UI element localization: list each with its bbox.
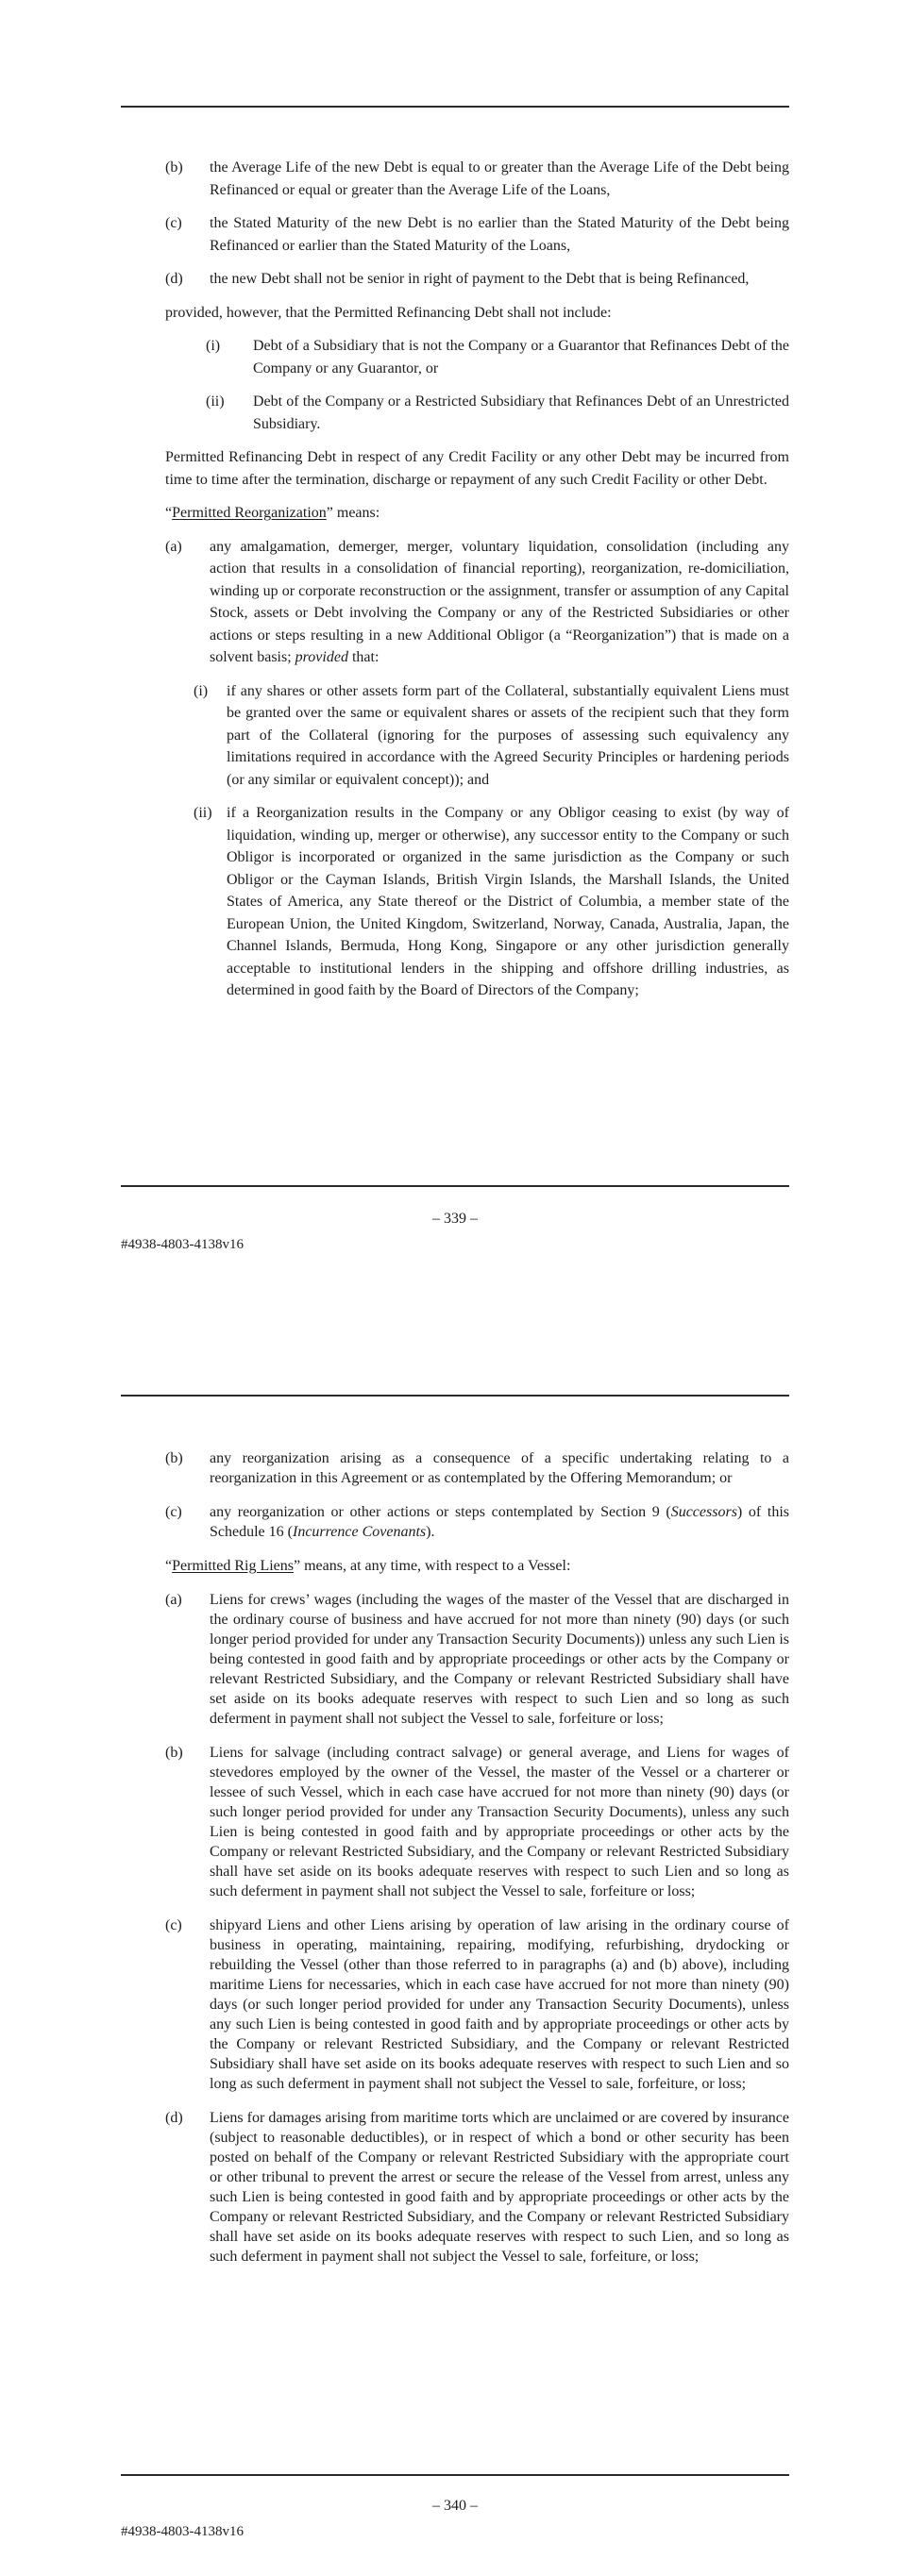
rig-lien-clause-a [165,1590,789,1729]
clause-label: (i) [194,682,209,699]
clause-label: (ii) [194,805,212,821]
clause-text: shipyard Liens and other Liens arising by operation of law arising in the ordinary course of business in operating, maintaining, repairing, modifying, refurbishing, drydocking or rebuilding the Vessel (other than those referred to in paragraphs (a) and (b) above), including maritime Liens for necessaries, which in each case have accrued for not more than ninety (90) days (or such longer period provided for under any Transaction Security Documents), unless any such Lien is being contested in good faith and by appropriate proceedings or other acts by the Company or relevant Restricted Subsidiary, and the Company or relevant Restricted Subsidiary shall have set aside on its books adequate reserves with respect to such Lien and so long as such deferment in payment shall not subject the Vessel to sale, forfeiture, or loss; [210,1917,789,2092]
definition-permitted-rig-liens: “Permitted Rig Liens” means, at any time, with respect to a Vessel: [165,1558,571,1574]
clause-d [165,268,789,291]
clause-text: Debt of the Company or a Restricted Subsidiary that Refinances Debt of an Unrestricted Subsidiary. [253,393,789,432]
clause-label: (c) [165,1504,182,1520]
page-bottom-rule [121,1185,789,1187]
clause-label: (a) [165,538,182,555]
subclause-ii [206,391,789,435]
clause-label: (d) [165,271,183,287]
clause-b-reorganization [165,1448,789,1488]
clause-a-reorganization [165,536,789,669]
clause-label: (b) [165,1745,183,1761]
rig-lien-clause-d [165,2108,789,2267]
subclause-a-i [194,680,789,792]
clause-b [165,157,789,201]
clause-text: if a Reorganization results in the Company or any Obligor ceasing to exist (by way of liquidation, winding up, merger or otherwise), any successor entity to the Company or such Obligor is incorporated or organized in the same jurisdiction as the Company or such Obligor or the Cayman Islands, British Virgin Islands, the Marshall Islands, the United States of America, any State thereof or the District of Columbia, a member state of the European Union, the United Kingdom, Switzerland, Norway, Canada, Australia, Japan, the Channel Islands, Bermuda, Hong Kong, Singapore or any other jurisdiction generally acceptable to institutional lenders in the shipping and offshore drilling industries, as determined in good faith by the Board of Directors of the Company; [227,805,789,998]
clause-text: Liens for crews’ wages (including the wages of the master of the Vessel that are discharged in the ordinary course of business and have accrued for not more than ninety (90) days (or such longer period provided for under any Transaction Security Documents)) unless any such Lien is being contested in good faith and by appropriate proceedings or other acts by the Company or relevant Restricted Subsidiary, and the Company or relevant Restricted Subsidiary shall have set aside on its books adequate reserves with respect to such Lien and so long as such deferment in payment shall not subject the Vessel to sale, forfeiture or loss; [210,1592,789,1727]
subclause-i [206,335,789,379]
page-bottom-rule [121,2474,789,2476]
rig-lien-clause-b [165,1743,789,1901]
clause-text: the new Debt shall not be senior in right of payment to the Debt that is being Refinanced, [210,271,750,287]
rig-lien-clause-c [165,1915,789,2094]
subclause-a-ii [194,802,789,1002]
clause-text: any reorganization arising as a consequence of a specific undertaking relating to a reorganization in this Agreement or as contemplated by the Offering Memorandum; or [210,1450,789,1486]
clause-label: (d) [165,2110,183,2126]
clause-label: (ii) [206,393,225,410]
definition-permitted-reorganization: “Permitted Reorganization” means: [165,505,380,521]
clause-text: Liens for damages arising from maritime torts which are unclaimed or are covered by insurance (subject to reasonable deductibles), or in respect of which a bond or other security has been posted on behalf of the Company or relevant Restricted Subsidiary with the appropriate court or other tribunal to prevent the arrest or secure the release of the Vessel from arrest, unless any such Lien is being contested in good faith and by appropriate proceedings or other acts by the Company or relevant Restricted Subsidiary, and the Company or relevant Restricted Subsidiary shall have set aside on its books adequate reserves with respect to such Lien, and so long as such deferment in payment shall not subject the Vessel to sale, forfeiture, or loss; [210,2110,789,2265]
clause-label: (b) [165,159,183,176]
clause-c-reorganization [165,1502,789,1542]
page-339-content [165,157,789,1002]
refinancing-paragraph: Permitted Refinancing Debt in respect of any Credit Facility or any other Debt may be incurred from time to time after the termination, discharge or repayment of any such Credit Facility or other Debt. [165,449,789,488]
page-340 [0,1312,911,2576]
clause-text: any amalgamation, demerger, merger, voluntary liquidation, consolidation (including any action that results in a consolidation of financial reporting), reorganization, re-domiciliation, winding up or corporate reconstruction or the assignment, transfer or assumption of any Capital Stock, assets or Debt involving the Company or any of the Restricted Subsidiaries or other actions or steps resulting in a new Additional Obligor (a “Reorganization”) that is made on a solvent basis; provided that: [210,538,789,665]
clause-text: Debt of a Subsidiary that is not the Company or a Guarantor that Refinances Debt of the Company or any Guarantor, or [253,338,789,376]
document-id: #4938-4803-4138v16 [121,2524,244,2539]
clause-text: any reorganization or other actions or steps contemplated by Section 9 (Successors) of this Schedule 16 (Incurrence Covenants). [210,1504,789,1540]
page-number: – 339 – [432,1211,478,1227]
clause-text: Liens for salvage (including contract salvage) or general average, and Liens for wages of stevedores employed by the owner of the Vessel, the master of the Vessel or a charterer or lessee of such Vessel, which in each case have accrued for not more than ninety (90) days (or such longer period provided for under any Transaction Security Documents), unless any such Lien is being contested in good faith and by appropriate proceedings or other acts by the Company or relevant Restricted Subsidiary, and the Company or relevant Restricted Subsidiary shall have set aside on its books adequate reserves with respect to such Lien and so long as such deferment in payment shall not subject the Vessel to sale, forfeiture or loss; [210,1745,789,1899]
clause-label: (i) [206,338,221,354]
page-top-rule [121,1395,789,1397]
clause-text: the Average Life of the new Debt is equal to or greater than the Average Life of the Debt being Refinanced or equal or greater than the Average Life of the Loans, [210,159,789,198]
clause-label: (b) [165,1450,183,1466]
page-340-content [165,1448,789,2267]
clause-text: if any shares or other assets form part of the Collateral, substantially equivalent Liens must be granted over the same or equivalent shares or assets of the recipient such that they form part of the Collateral (ignoring for the purposes of assessing such equivalency any limitations required in accordance with the Agreed Security Principles or hardening periods (or any similar or equivalent concept)); and [227,682,789,788]
clause-label: (c) [165,215,182,231]
document-id: #4938-4803-4138v16 [121,1237,244,1252]
clause-label: (c) [165,1917,182,1933]
proviso-paragraph: provided, however, that the Permitted Refinancing Debt shall not include: [165,304,612,321]
clause-label: (a) [165,1592,182,1608]
page-number: – 340 – [432,2498,478,2514]
page-top-rule [121,106,789,108]
clause-c [165,212,789,257]
clause-text: the Stated Maturity of the new Debt is no earlier than the Stated Maturity of the Debt being Refinanced or earlier than the Stated Maturity of the Loans, [210,215,789,254]
